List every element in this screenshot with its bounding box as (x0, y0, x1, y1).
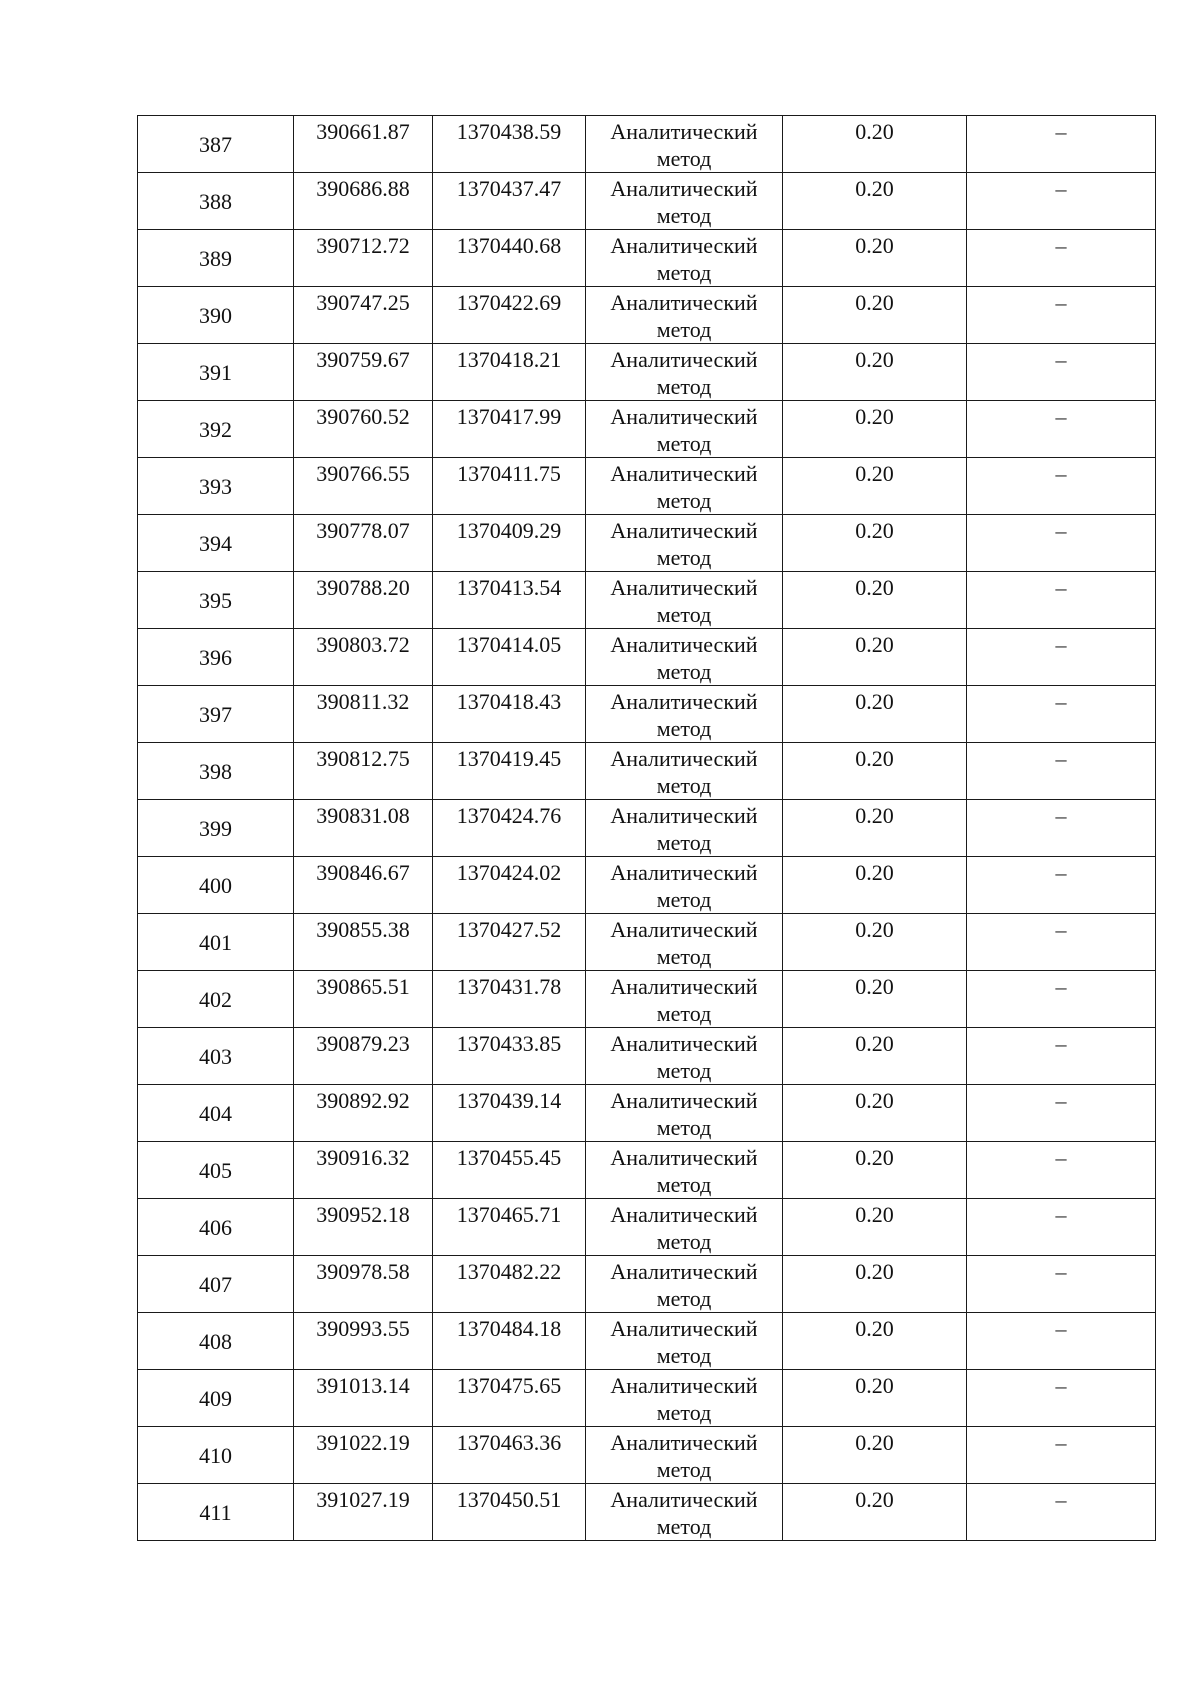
x-coordinate-cell: 390831.08 (294, 800, 433, 857)
note-cell: – (967, 1256, 1156, 1313)
table-row (138, 116, 1156, 173)
y-coordinate-cell: 1370411.75 (433, 458, 586, 515)
x-coordinate-cell: 390811.32 (294, 686, 433, 743)
table-row (138, 458, 1156, 515)
accuracy-cell: 0.20 (783, 401, 967, 458)
accuracy-cell: 0.20 (783, 173, 967, 230)
accuracy-cell: 0.20 (783, 800, 967, 857)
table-row (138, 1484, 1156, 1541)
note-cell: – (967, 1484, 1156, 1541)
accuracy-cell: 0.20 (783, 971, 967, 1028)
note-cell: – (967, 572, 1156, 629)
accuracy-cell: 0.20 (783, 743, 967, 800)
accuracy-cell: 0.20 (783, 629, 967, 686)
method-cell: Аналитический метод (586, 230, 783, 287)
x-coordinate-cell: 390686.88 (294, 173, 433, 230)
accuracy-cell: 0.20 (783, 287, 967, 344)
x-coordinate-cell: 390812.75 (294, 743, 433, 800)
method-cell: Аналитический метод (586, 1199, 783, 1256)
point-number-cell: 389 (138, 230, 294, 287)
note-cell: – (967, 287, 1156, 344)
y-coordinate-cell: 1370475.65 (433, 1370, 586, 1427)
note-cell: – (967, 686, 1156, 743)
point-number-cell: 403 (138, 1028, 294, 1085)
x-coordinate-cell: 390916.32 (294, 1142, 433, 1199)
table-row (138, 857, 1156, 914)
y-coordinate-cell: 1370427.52 (433, 914, 586, 971)
y-coordinate-cell: 1370409.29 (433, 515, 586, 572)
y-coordinate-cell: 1370463.36 (433, 1427, 586, 1484)
point-number-cell: 398 (138, 743, 294, 800)
note-cell: – (967, 401, 1156, 458)
table-row (138, 173, 1156, 230)
x-coordinate-cell: 390712.72 (294, 230, 433, 287)
method-cell: Аналитический метод (586, 857, 783, 914)
table-row (138, 1370, 1156, 1427)
note-cell: – (967, 800, 1156, 857)
table-row (138, 230, 1156, 287)
y-coordinate-cell: 1370417.99 (433, 401, 586, 458)
table-row (138, 401, 1156, 458)
point-number-cell: 408 (138, 1313, 294, 1370)
x-coordinate-cell: 390778.07 (294, 515, 433, 572)
table-row (138, 1256, 1156, 1313)
table-row (138, 1199, 1156, 1256)
method-cell: Аналитический метод (586, 572, 783, 629)
point-number-cell: 399 (138, 800, 294, 857)
x-coordinate-cell: 391022.19 (294, 1427, 433, 1484)
method-cell: Аналитический метод (586, 914, 783, 971)
x-coordinate-cell: 390759.67 (294, 344, 433, 401)
accuracy-cell: 0.20 (783, 1085, 967, 1142)
accuracy-cell: 0.20 (783, 1370, 967, 1427)
method-cell: Аналитический метод (586, 287, 783, 344)
note-cell: – (967, 173, 1156, 230)
note-cell: – (967, 1142, 1156, 1199)
point-number-cell: 402 (138, 971, 294, 1028)
x-coordinate-cell: 390803.72 (294, 629, 433, 686)
accuracy-cell: 0.20 (783, 1313, 967, 1370)
note-cell: – (967, 1313, 1156, 1370)
point-number-cell: 391 (138, 344, 294, 401)
table-row (138, 914, 1156, 971)
x-coordinate-cell: 390846.67 (294, 857, 433, 914)
note-cell: – (967, 629, 1156, 686)
point-number-cell: 387 (138, 116, 294, 173)
accuracy-cell: 0.20 (783, 1142, 967, 1199)
method-cell: Аналитический метод (586, 344, 783, 401)
point-number-cell: 392 (138, 401, 294, 458)
table-row (138, 1028, 1156, 1085)
point-number-cell: 407 (138, 1256, 294, 1313)
accuracy-cell: 0.20 (783, 572, 967, 629)
x-coordinate-cell: 391013.14 (294, 1370, 433, 1427)
x-coordinate-cell: 390993.55 (294, 1313, 433, 1370)
point-number-cell: 390 (138, 287, 294, 344)
y-coordinate-cell: 1370419.45 (433, 743, 586, 800)
method-cell: Аналитический метод (586, 1427, 783, 1484)
point-number-cell: 396 (138, 629, 294, 686)
x-coordinate-cell: 390747.25 (294, 287, 433, 344)
point-number-cell: 394 (138, 515, 294, 572)
point-number-cell: 400 (138, 857, 294, 914)
accuracy-cell: 0.20 (783, 1256, 967, 1313)
point-number-cell: 409 (138, 1370, 294, 1427)
note-cell: – (967, 458, 1156, 515)
method-cell: Аналитический метод (586, 173, 783, 230)
note-cell: – (967, 971, 1156, 1028)
y-coordinate-cell: 1370418.21 (433, 344, 586, 401)
x-coordinate-cell: 390788.20 (294, 572, 433, 629)
method-cell: Аналитический метод (586, 971, 783, 1028)
point-number-cell: 395 (138, 572, 294, 629)
table-row (138, 344, 1156, 401)
table-row (138, 287, 1156, 344)
method-cell: Аналитический метод (586, 686, 783, 743)
method-cell: Аналитический метод (586, 401, 783, 458)
y-coordinate-cell: 1370438.59 (433, 116, 586, 173)
table-row (138, 971, 1156, 1028)
point-number-cell: 406 (138, 1199, 294, 1256)
x-coordinate-cell: 390865.51 (294, 971, 433, 1028)
y-coordinate-cell: 1370431.78 (433, 971, 586, 1028)
y-coordinate-cell: 1370418.43 (433, 686, 586, 743)
point-number-cell: 404 (138, 1085, 294, 1142)
x-coordinate-cell: 390661.87 (294, 116, 433, 173)
table-row (138, 1142, 1156, 1199)
note-cell: – (967, 857, 1156, 914)
x-coordinate-cell: 390855.38 (294, 914, 433, 971)
y-coordinate-cell: 1370414.05 (433, 629, 586, 686)
note-cell: – (967, 743, 1156, 800)
note-cell: – (967, 914, 1156, 971)
y-coordinate-cell: 1370455.45 (433, 1142, 586, 1199)
accuracy-cell: 0.20 (783, 1427, 967, 1484)
method-cell: Аналитический метод (586, 1484, 783, 1541)
table-row (138, 1427, 1156, 1484)
note-cell: – (967, 344, 1156, 401)
y-coordinate-cell: 1370437.47 (433, 173, 586, 230)
note-cell: – (967, 515, 1156, 572)
method-cell: Аналитический метод (586, 116, 783, 173)
point-number-cell: 393 (138, 458, 294, 515)
y-coordinate-cell: 1370450.51 (433, 1484, 586, 1541)
accuracy-cell: 0.20 (783, 1484, 967, 1541)
y-coordinate-cell: 1370413.54 (433, 572, 586, 629)
method-cell: Аналитический метод (586, 1085, 783, 1142)
table-row (138, 1085, 1156, 1142)
accuracy-cell: 0.20 (783, 1028, 967, 1085)
x-coordinate-cell: 390952.18 (294, 1199, 433, 1256)
accuracy-cell: 0.20 (783, 857, 967, 914)
y-coordinate-cell: 1370439.14 (433, 1085, 586, 1142)
y-coordinate-cell: 1370424.76 (433, 800, 586, 857)
y-coordinate-cell: 1370465.71 (433, 1199, 586, 1256)
coordinates-table-body (138, 116, 1156, 1541)
x-coordinate-cell: 391027.19 (294, 1484, 433, 1541)
y-coordinate-cell: 1370424.02 (433, 857, 586, 914)
point-number-cell: 411 (138, 1484, 294, 1541)
accuracy-cell: 0.20 (783, 686, 967, 743)
table-row (138, 686, 1156, 743)
point-number-cell: 397 (138, 686, 294, 743)
method-cell: Аналитический метод (586, 515, 783, 572)
method-cell: Аналитический метод (586, 800, 783, 857)
point-number-cell: 405 (138, 1142, 294, 1199)
table-row (138, 515, 1156, 572)
accuracy-cell: 0.20 (783, 1199, 967, 1256)
note-cell: – (967, 1427, 1156, 1484)
note-cell: – (967, 1028, 1156, 1085)
y-coordinate-cell: 1370482.22 (433, 1256, 586, 1313)
method-cell: Аналитический метод (586, 1028, 783, 1085)
y-coordinate-cell: 1370440.68 (433, 230, 586, 287)
point-number-cell: 401 (138, 914, 294, 971)
accuracy-cell: 0.20 (783, 230, 967, 287)
table-row (138, 629, 1156, 686)
y-coordinate-cell: 1370433.85 (433, 1028, 586, 1085)
method-cell: Аналитический метод (586, 458, 783, 515)
x-coordinate-cell: 390766.55 (294, 458, 433, 515)
method-cell: Аналитический метод (586, 743, 783, 800)
table-row (138, 800, 1156, 857)
note-cell: – (967, 116, 1156, 173)
x-coordinate-cell: 390879.23 (294, 1028, 433, 1085)
accuracy-cell: 0.20 (783, 116, 967, 173)
y-coordinate-cell: 1370422.69 (433, 287, 586, 344)
x-coordinate-cell: 390760.52 (294, 401, 433, 458)
accuracy-cell: 0.20 (783, 344, 967, 401)
note-cell: – (967, 230, 1156, 287)
accuracy-cell: 0.20 (783, 458, 967, 515)
y-coordinate-cell: 1370484.18 (433, 1313, 586, 1370)
x-coordinate-cell: 390978.58 (294, 1256, 433, 1313)
method-cell: Аналитический метод (586, 629, 783, 686)
note-cell: – (967, 1199, 1156, 1256)
method-cell: Аналитический метод (586, 1142, 783, 1199)
point-number-cell: 388 (138, 173, 294, 230)
table-row (138, 1313, 1156, 1370)
note-cell: – (967, 1370, 1156, 1427)
method-cell: Аналитический метод (586, 1370, 783, 1427)
table-row (138, 743, 1156, 800)
accuracy-cell: 0.20 (783, 515, 967, 572)
accuracy-cell: 0.20 (783, 914, 967, 971)
x-coordinate-cell: 390892.92 (294, 1085, 433, 1142)
coordinates-table (137, 115, 1156, 1541)
method-cell: Аналитический метод (586, 1256, 783, 1313)
point-number-cell: 410 (138, 1427, 294, 1484)
table-row (138, 572, 1156, 629)
note-cell: – (967, 1085, 1156, 1142)
method-cell: Аналитический метод (586, 1313, 783, 1370)
